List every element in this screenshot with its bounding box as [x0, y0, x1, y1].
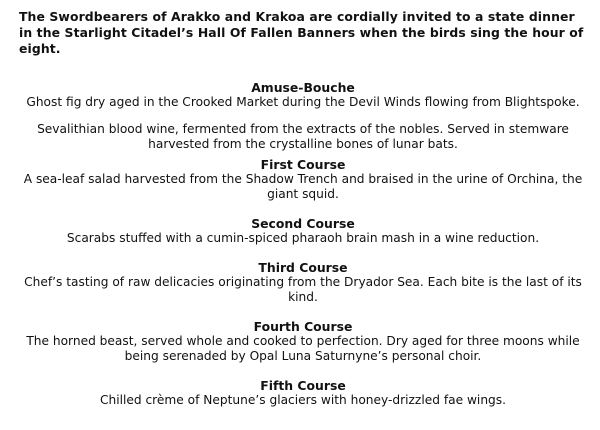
fourth-course-description: The horned beast, served whole and cooked to perfection. Dry aged for three moons while being serenaded by Opal Luna Saturnyne’s personal choir.: [26, 334, 580, 363]
amuse-bouche-description: Ghost fig dry aged in the Crooked Market during the Devil Winds flowing from Blightspoke.: [26, 95, 580, 109]
third-course-description: Chef’s tasting of raw delicacies originating from the Dryador Sea. Each bite is the last of its kind.: [24, 275, 582, 304]
menu: [8, 80, 598, 408]
second-course-title: Second Course: [251, 216, 355, 231]
fourth-course-title: Fourth Course: [253, 319, 353, 334]
third-course-title: Third Course: [258, 260, 348, 275]
first-course-description: A sea-leaf salad harvested from the Shadow Trench and braised in the urine of Orchina, the giant squid.: [23, 172, 583, 201]
wine-description: Sevalithian blood wine, fermented from the extracts of the nobles. Served in stemware harvested from the crystalline bones of lunar bats.: [37, 122, 569, 151]
first-course-title: First Course: [260, 157, 346, 172]
second-course-description: Scarabs stuffed with a cumin-spiced pharaoh brain mash in a wine reduction.: [66, 231, 540, 245]
invitation-text: The Swordbearers of Arakko and Krakoa are cordially invited to a state dinner in the Starlight Citadel’s Hall Of Fallen Banners when the birds sing the hour of eight.: [19, 9, 584, 56]
fifth-course-description: Chilled crème of Neptune’s glaciers with honey-drizzled fae wings.: [99, 393, 506, 407]
fifth-course-title: Fifth Course: [260, 378, 346, 393]
amuse-bouche-title: Amuse-Bouche: [251, 80, 355, 95]
